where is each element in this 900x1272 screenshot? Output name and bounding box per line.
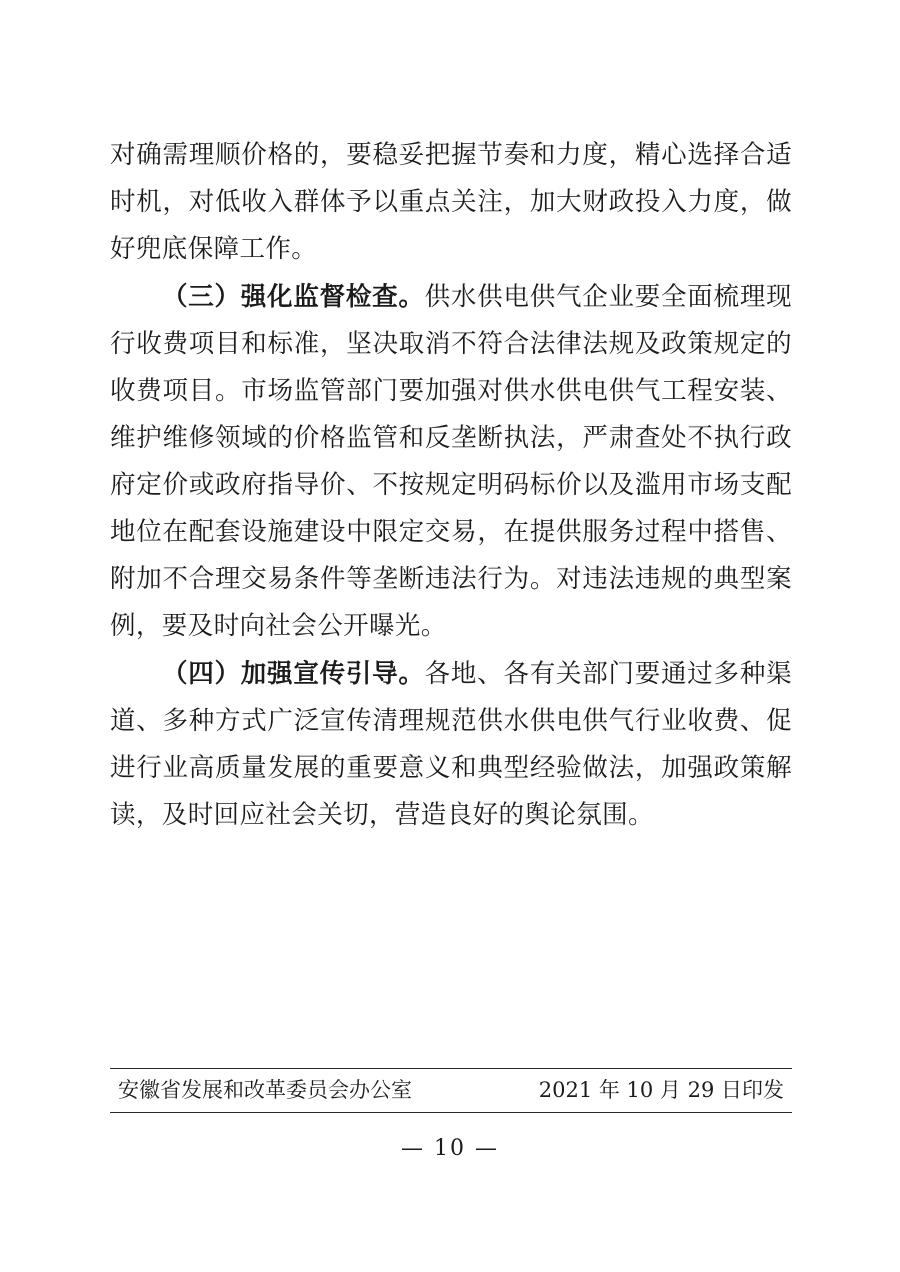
document-footer — [110, 1073, 792, 1107]
paragraph-text: 供水供电供气企业要全面梳理现行收费项目和标准，坚决取消不符合法律法规及政策规定的收费项目。市场监管部门要加强对供水供电供气工程安装、维护维修领域的价格监管和反垄断执法，严肃查处不执行政府定价或政府指导价、不按规定明码标价以及滥用市场支配地位在配套设施建设中限定交易，在提供服务过程中搭售、附加不合理交易条件等垄断违法行为。对违法违规的典型案例，要及时向社会公开曝光。 — [110, 282, 792, 641]
page-number: — 10 — — [401, 1136, 499, 1161]
footer-issuer: 安徽省发展和改革委员会办公室 — [118, 1078, 412, 1102]
paragraph-text: 对确需理顺价格的，要稳妥把握节奏和力度，精心选择合适时机，对低收入群体予以重点关注，加大财政投入力度，做好兜底保障工作。 — [110, 140, 792, 264]
document-body — [110, 132, 792, 839]
section-heading-three: （三）强化监督检查。 — [162, 282, 425, 312]
paragraph-section-three — [110, 274, 792, 650]
footer-divider-bottom — [110, 1112, 792, 1113]
paragraph-continued — [110, 132, 792, 273]
footer-divider-top — [110, 1068, 792, 1069]
section-heading-four: （四）加强宣传引导。 — [162, 659, 425, 689]
footer-issue-date: 2021 年 10 月 29 日印发 — [538, 1078, 784, 1102]
paragraph-text: 各地、各有关部门要通过多种渠道、多种方式广泛宣传清理规范供水供电供气行业收费、促进行业高质量发展的重要意义和典型经验做法，加强政策解读，及时回应社会关切，营造良好的舆论氛围。 — [110, 659, 792, 830]
paragraph-section-four — [110, 651, 792, 839]
